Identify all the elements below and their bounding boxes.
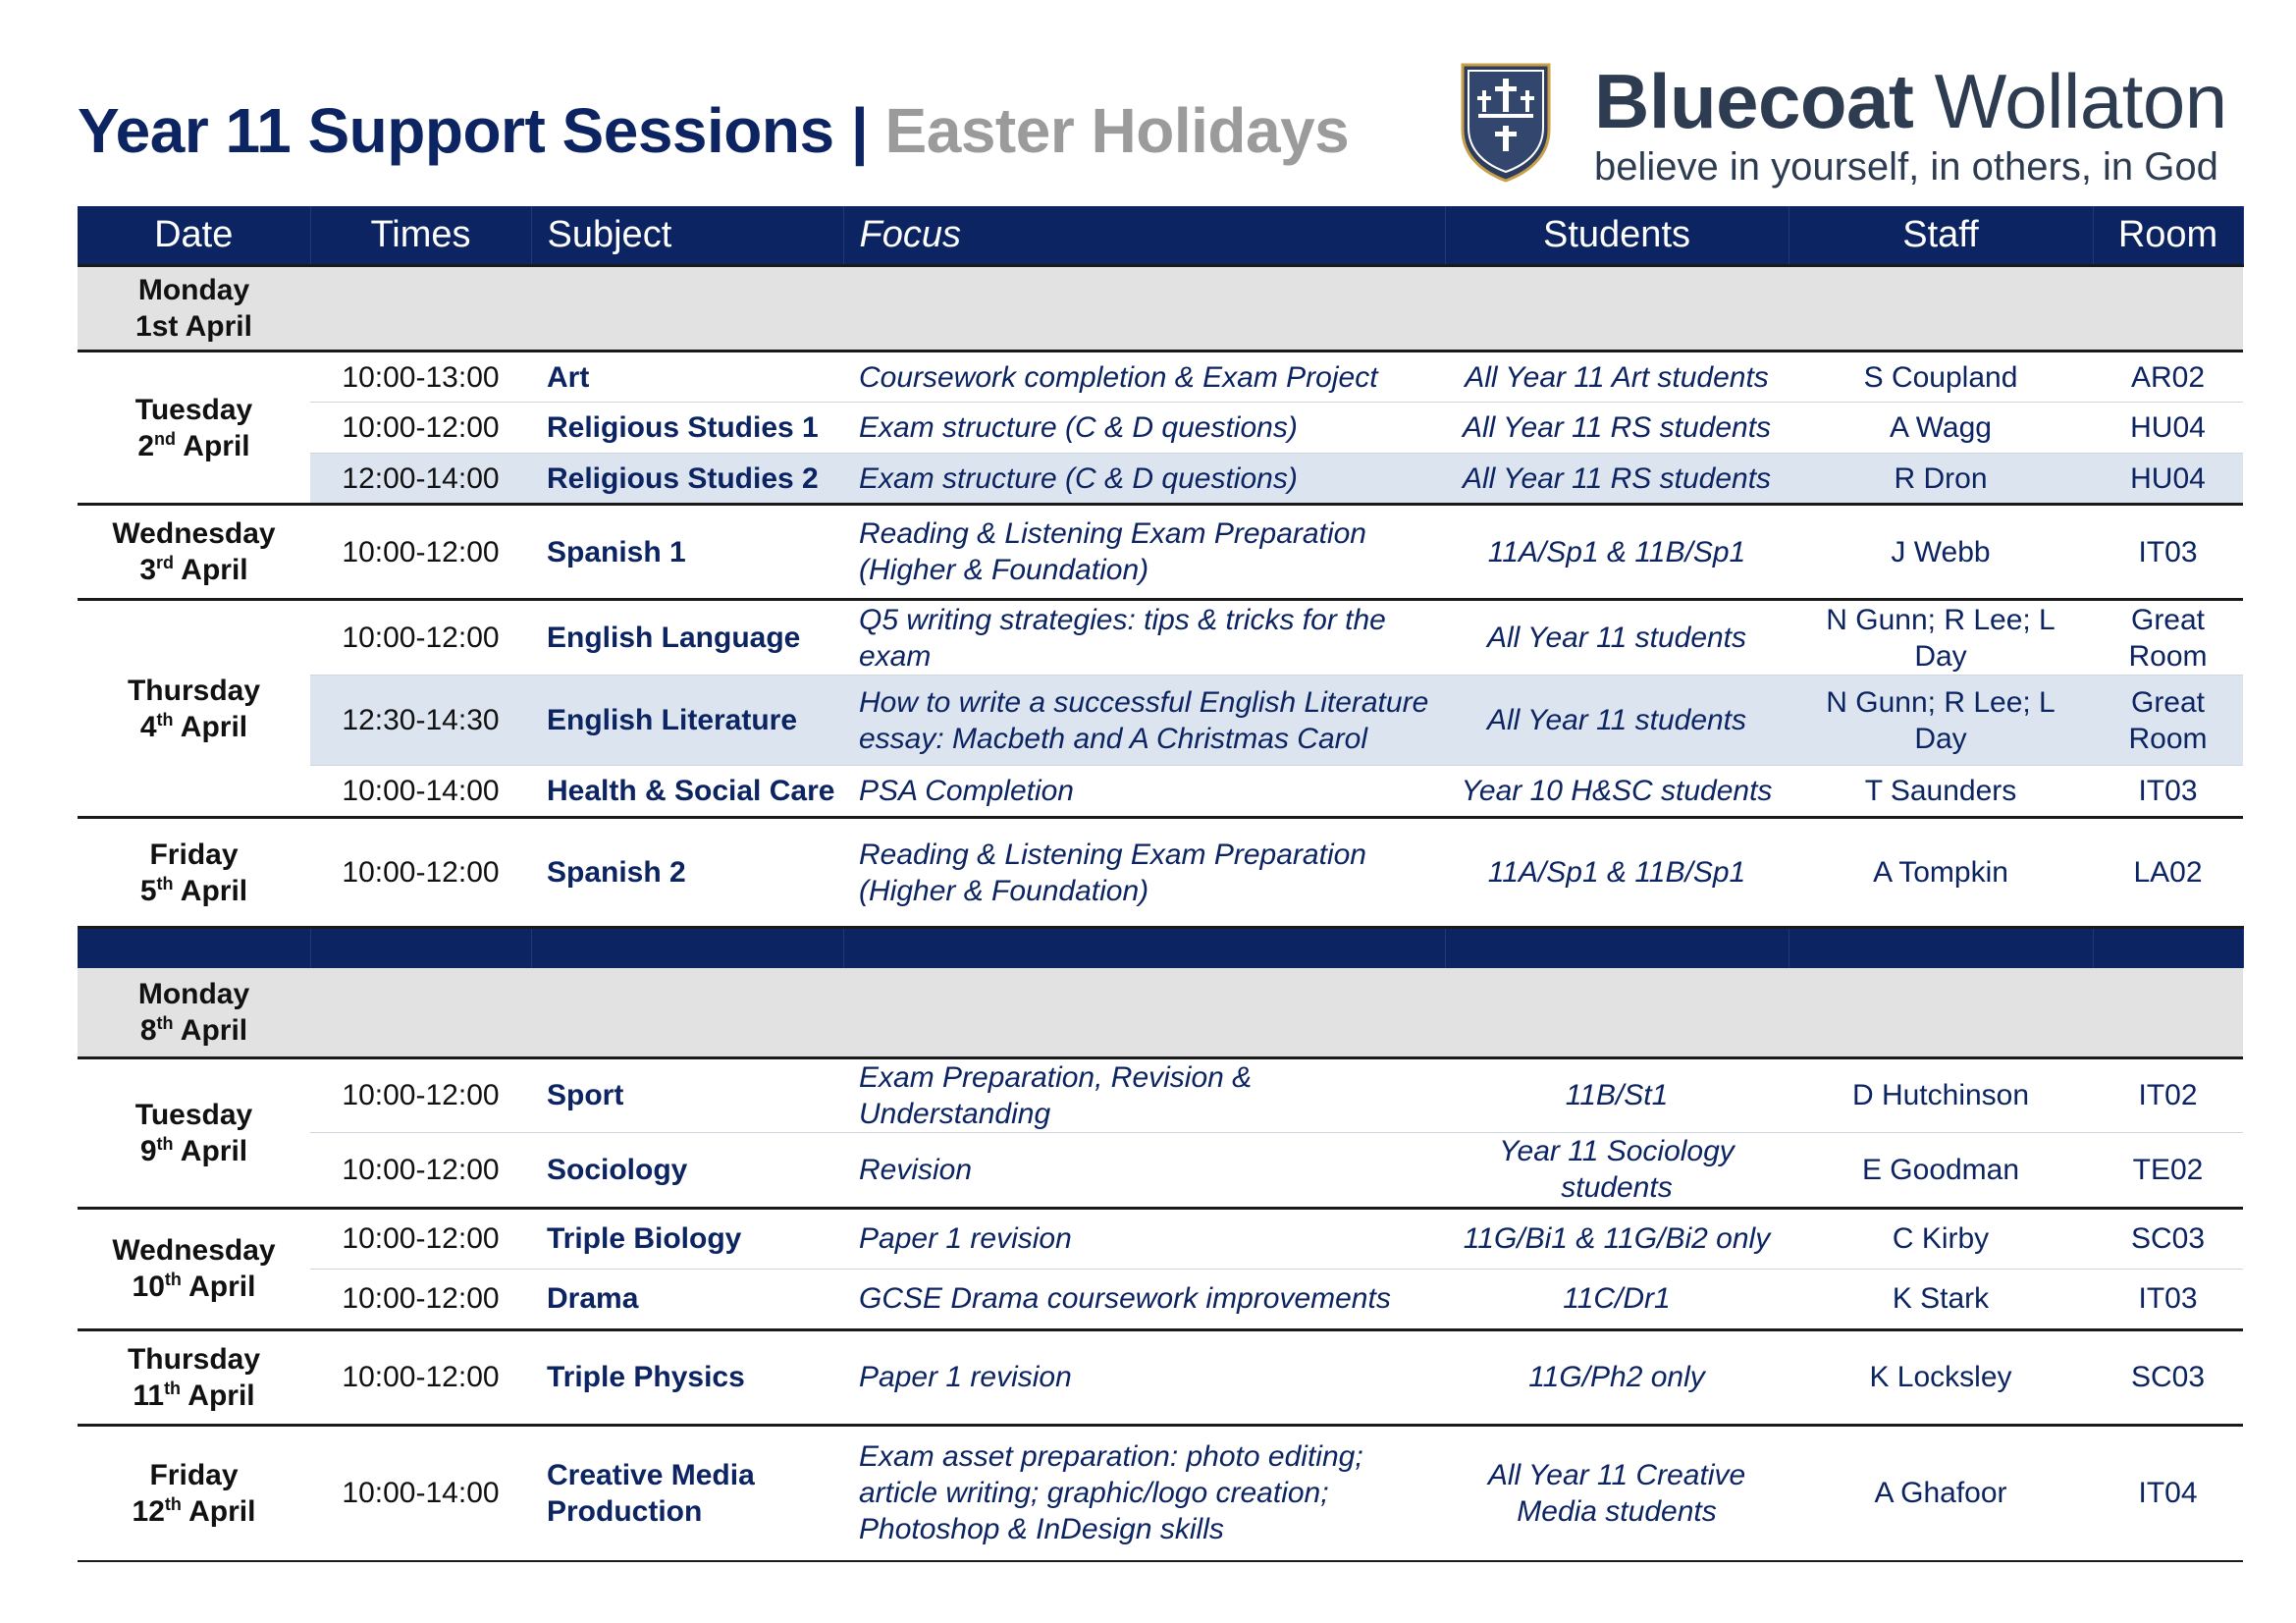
students-cell: 11G/Ph2 only bbox=[1445, 1329, 1789, 1425]
room-cell: IT03 bbox=[2093, 766, 2243, 818]
focus-cell: Reading & Listening Exam Preparation (Higher & Foundation) bbox=[843, 505, 1445, 600]
table-row bbox=[78, 352, 2243, 403]
date-cell: Friday 12th April bbox=[78, 1425, 310, 1561]
crest-icon bbox=[1459, 61, 1553, 183]
school-name-regular: Wollaton bbox=[1934, 58, 2227, 144]
students-cell: Year 11 Sociology students bbox=[1445, 1132, 1789, 1208]
subject-cell: Spanish 2 bbox=[531, 818, 843, 928]
table-row bbox=[78, 403, 2243, 454]
subject-cell: Religious Studies 2 bbox=[531, 454, 843, 505]
staff-cell: S Coupland bbox=[1789, 352, 2093, 403]
time-cell: 10:00-14:00 bbox=[310, 1425, 531, 1561]
sessions-table bbox=[78, 206, 2244, 1562]
table-row bbox=[78, 766, 2243, 818]
time-cell: 10:00-13:00 bbox=[310, 352, 531, 403]
staff-cell: D Hutchinson bbox=[1789, 1057, 2093, 1132]
subject-cell: Triple Physics bbox=[531, 1329, 843, 1425]
time-cell: 10:00-12:00 bbox=[310, 1269, 531, 1329]
date-cell: Friday 5th April bbox=[78, 818, 310, 928]
school-name bbox=[1594, 57, 2227, 146]
focus-cell: Exam structure (C & D questions) bbox=[843, 403, 1445, 454]
date-cell: Wednesday 3rd April bbox=[78, 505, 310, 600]
staff-cell: K Locksley bbox=[1789, 1329, 2093, 1425]
col-header-subject: Subject bbox=[531, 206, 843, 266]
table-row bbox=[78, 1132, 2243, 1208]
focus-cell: Paper 1 revision bbox=[843, 1208, 1445, 1269]
time-cell: 10:00-12:00 bbox=[310, 1132, 531, 1208]
students-cell: 11B/St1 bbox=[1445, 1057, 1789, 1132]
time-cell: 10:00-12:00 bbox=[310, 1329, 531, 1425]
time-cell: 10:00-12:00 bbox=[310, 505, 531, 600]
time-cell: 10:00-12:00 bbox=[310, 1208, 531, 1269]
date-cell: Wednesday 10th April bbox=[78, 1208, 310, 1329]
date-cell: Tuesday 9th April bbox=[78, 1057, 310, 1208]
time-cell: 10:00-12:00 bbox=[310, 403, 531, 454]
staff-cell: T Saunders bbox=[1789, 766, 2093, 818]
subject-cell: Art bbox=[531, 352, 843, 403]
table-row bbox=[78, 600, 2243, 676]
staff-cell: N Gunn; R Lee; L Day bbox=[1789, 676, 2093, 766]
subject-cell: English Language bbox=[531, 600, 843, 676]
date-cell: Monday 1st April bbox=[78, 266, 310, 352]
room-cell: IT04 bbox=[2093, 1425, 2243, 1561]
date-cell: Thursday 4th April bbox=[78, 600, 310, 818]
time-cell: 10:00-12:00 bbox=[310, 1057, 531, 1132]
students-cell: 11C/Dr1 bbox=[1445, 1269, 1789, 1329]
staff-cell: J Webb bbox=[1789, 505, 2093, 600]
subject-cell: Creative Media Production bbox=[531, 1425, 843, 1561]
focus-cell: Exam asset preparation: photo editing; article writing; graphic/logo creation; Photoshop & InDesign skills bbox=[843, 1425, 1445, 1561]
room-cell: Great Room bbox=[2093, 676, 2243, 766]
room-cell: HU04 bbox=[2093, 454, 2243, 505]
col-header-focus: Focus bbox=[843, 206, 1445, 266]
staff-cell: R Dron bbox=[1789, 454, 2093, 505]
school-motto: believe in yourself, in others, in God bbox=[1594, 145, 2218, 189]
staff-cell: C Kirby bbox=[1789, 1208, 2093, 1269]
room-cell: HU04 bbox=[2093, 403, 2243, 454]
page-title bbox=[78, 94, 1349, 167]
subject-cell: Sport bbox=[531, 1057, 843, 1132]
staff-cell: A Tompkin bbox=[1789, 818, 2093, 928]
students-cell: Year 10 H&SC students bbox=[1445, 766, 1789, 818]
subject-cell: Sociology bbox=[531, 1132, 843, 1208]
staff-cell: A Ghafoor bbox=[1789, 1425, 2093, 1561]
table-row bbox=[78, 676, 2243, 766]
focus-cell: Revision bbox=[843, 1132, 1445, 1208]
students-cell: All Year 11 Art students bbox=[1445, 352, 1789, 403]
room-cell: AR02 bbox=[2093, 352, 2243, 403]
students-cell: All Year 11 students bbox=[1445, 600, 1789, 676]
staff-cell: K Stark bbox=[1789, 1269, 2093, 1329]
focus-cell: Exam structure (C & D questions) bbox=[843, 454, 1445, 505]
students-cell: 11A/Sp1 & 11B/Sp1 bbox=[1445, 818, 1789, 928]
room-cell: TE02 bbox=[2093, 1132, 2243, 1208]
focus-cell: Q5 writing strategies: tips & tricks for the exam bbox=[843, 600, 1445, 676]
table-row bbox=[78, 505, 2243, 600]
col-header-students: Students bbox=[1445, 206, 1789, 266]
table-row bbox=[78, 1269, 2243, 1329]
title-main: Year 11 Support Sessions bbox=[78, 95, 834, 166]
students-cell: All Year 11 RS students bbox=[1445, 454, 1789, 505]
date-cell: Tuesday 2nd April bbox=[78, 352, 310, 505]
focus-cell: GCSE Drama coursework improvements bbox=[843, 1269, 1445, 1329]
focus-cell: Exam Preparation, Revision & Understanding bbox=[843, 1057, 1445, 1132]
table-row bbox=[78, 968, 2243, 1057]
staff-cell: N Gunn; R Lee; L Day bbox=[1789, 600, 2093, 676]
table-header bbox=[78, 206, 2243, 266]
focus-cell: Paper 1 revision bbox=[843, 1329, 1445, 1425]
subject-cell: Drama bbox=[531, 1269, 843, 1329]
room-cell: IT03 bbox=[2093, 505, 2243, 600]
time-cell: 10:00-12:00 bbox=[310, 600, 531, 676]
room-cell: IT02 bbox=[2093, 1057, 2243, 1132]
table-row bbox=[78, 818, 2243, 928]
focus-cell: Reading & Listening Exam Preparation (Higher & Foundation) bbox=[843, 818, 1445, 928]
col-header-staff: Staff bbox=[1789, 206, 2093, 266]
students-cell: All Year 11 Creative Media students bbox=[1445, 1425, 1789, 1561]
room-cell: SC03 bbox=[2093, 1208, 2243, 1269]
students-cell: All Year 11 students bbox=[1445, 676, 1789, 766]
table-row bbox=[78, 1425, 2243, 1561]
table-row bbox=[78, 1329, 2243, 1425]
table-row bbox=[78, 454, 2243, 505]
date-cell: Thursday 11th April bbox=[78, 1329, 310, 1425]
time-cell: 10:00-12:00 bbox=[310, 818, 531, 928]
time-cell: 12:00-14:00 bbox=[310, 454, 531, 505]
students-cell: All Year 11 RS students bbox=[1445, 403, 1789, 454]
room-cell: SC03 bbox=[2093, 1329, 2243, 1425]
subject-cell: Religious Studies 1 bbox=[531, 403, 843, 454]
staff-cell: E Goodman bbox=[1789, 1132, 2093, 1208]
subject-cell: Triple Biology bbox=[531, 1208, 843, 1269]
school-name-bold: Bluecoat bbox=[1594, 58, 1914, 144]
focus-cell: PSA Completion bbox=[843, 766, 1445, 818]
students-cell: 11G/Bi1 & 11G/Bi2 only bbox=[1445, 1208, 1789, 1269]
col-header-date: Date bbox=[78, 206, 310, 266]
week-separator bbox=[78, 928, 2243, 969]
subject-cell: Health & Social Care bbox=[531, 766, 843, 818]
time-cell: 12:30-14:30 bbox=[310, 676, 531, 766]
table-row bbox=[78, 266, 2243, 352]
table-row bbox=[78, 1208, 2243, 1269]
col-header-room: Room bbox=[2093, 206, 2243, 266]
staff-cell: A Wagg bbox=[1789, 403, 2093, 454]
school-logo bbox=[1459, 57, 2244, 189]
date-cell: Monday 8th April bbox=[78, 968, 310, 1057]
room-cell: Great Room bbox=[2093, 600, 2243, 676]
room-cell: IT03 bbox=[2093, 1269, 2243, 1329]
subject-cell: English Literature bbox=[531, 676, 843, 766]
title-separator: | bbox=[850, 95, 869, 166]
col-header-times: Times bbox=[310, 206, 531, 266]
room-cell: LA02 bbox=[2093, 818, 2243, 928]
subject-cell: Spanish 1 bbox=[531, 505, 843, 600]
title-subtitle: Easter Holidays bbox=[884, 95, 1350, 166]
table-row bbox=[78, 1057, 2243, 1132]
students-cell: 11A/Sp1 & 11B/Sp1 bbox=[1445, 505, 1789, 600]
focus-cell: Coursework completion & Exam Project bbox=[843, 352, 1445, 403]
focus-cell: How to write a successful English Literature essay: Macbeth and A Christmas Carol bbox=[843, 676, 1445, 766]
time-cell: 10:00-14:00 bbox=[310, 766, 531, 818]
